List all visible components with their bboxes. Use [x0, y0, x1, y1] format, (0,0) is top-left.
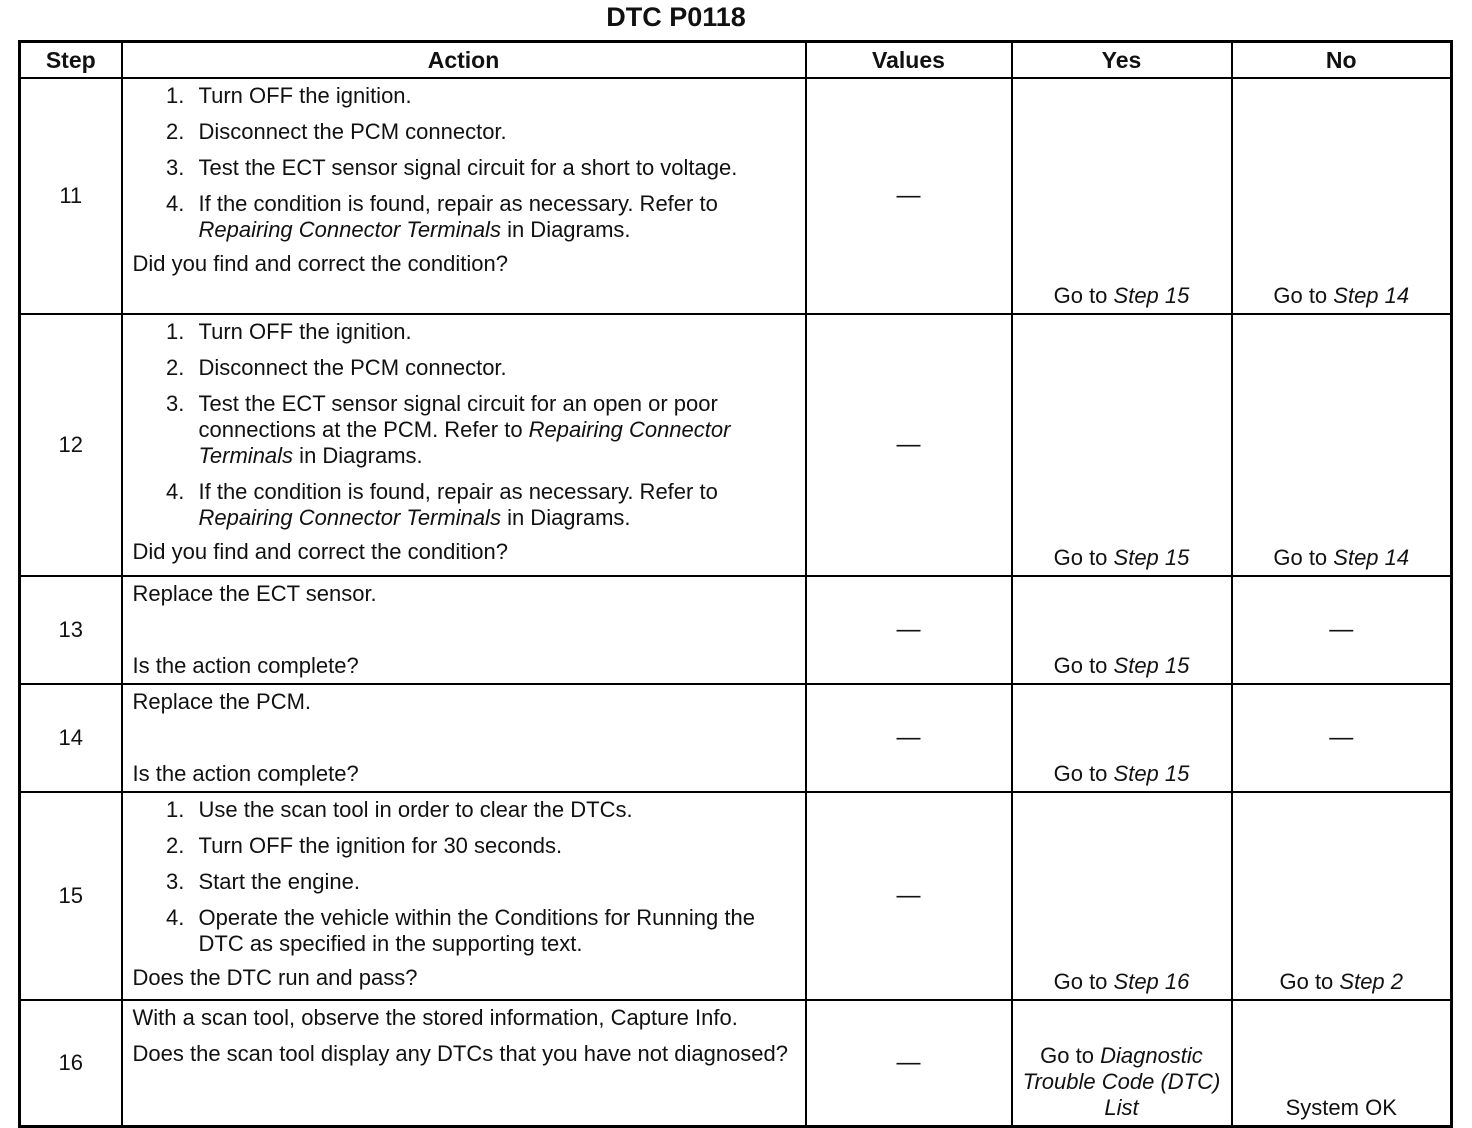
action-cell: [122, 792, 806, 1000]
step-number: 14: [20, 684, 122, 792]
no-cell: —: [1232, 684, 1452, 792]
yes-cell: Go to Step 16: [1012, 792, 1232, 1000]
values-cell: —: [806, 792, 1012, 1000]
action-text: Replace the PCM.: [132, 689, 312, 714]
step-number: 16: [20, 1000, 122, 1126]
list-item: 2. Turn OFF the ignition for 30 seconds.: [191, 833, 795, 859]
action-cell: [122, 314, 806, 576]
list-item: 3. Start the engine.: [191, 869, 795, 895]
header-no: No: [1232, 42, 1452, 79]
no-step-ref: Step 14: [1333, 283, 1410, 308]
yes-cell: Go to Step 15: [1012, 314, 1232, 576]
no-cell: —: [1232, 576, 1452, 684]
yes-cell: Go to Step 15: [1012, 684, 1232, 792]
list-item: 4. If the condition is found, repair as necessary. Refer to Repairing Connector Terminals in Diagrams.: [191, 191, 795, 243]
step-number: 15: [20, 792, 122, 1000]
action-cell: [122, 576, 806, 684]
header-step: Step: [20, 42, 122, 79]
action-text: With a scan tool, observe the stored information, Capture Info.: [132, 1005, 738, 1030]
no-step-ref: Step 14: [1333, 545, 1410, 570]
action-list: [133, 797, 795, 957]
values-cell: —: [806, 684, 1012, 792]
yes-step-ref: Step 15: [1113, 545, 1190, 570]
no-step-ref: Step 2: [1339, 969, 1404, 994]
page-title: DTC P0118: [606, 2, 746, 32]
header-values: Values: [806, 42, 1012, 79]
no-cell: Go to Step 14: [1232, 314, 1452, 576]
question-text: Is the action complete?: [132, 653, 359, 678]
list-item: 2. Disconnect the PCM connector.: [191, 355, 795, 381]
action-text: Replace the ECT sensor.: [132, 581, 377, 606]
list-item: 3. Test the ECT sensor signal circuit for an open or poor connections at the PCM. Refer to Repairing Connector Terminals in Diagrams.: [191, 391, 795, 469]
step-number: 11: [20, 78, 122, 314]
reference-title: Repairing Connector Terminals: [198, 505, 501, 530]
reference-title: Repairing Connector Terminals: [198, 217, 501, 242]
table-row: [20, 684, 1452, 792]
yes-cell: Go to Diagnostic Trouble Code (DTC) List: [1012, 1000, 1232, 1126]
yes-cell: Go to Step 15: [1012, 78, 1232, 314]
list-item: 4. If the condition is found, repair as necessary. Refer to Repairing Connector Terminals in Diagrams.: [191, 479, 795, 531]
yes-step-ref: Step 15: [1113, 653, 1190, 678]
action-list: [133, 83, 795, 243]
no-cell: System OK: [1232, 1000, 1452, 1126]
question-text: Does the scan tool display any DTCs that you have not diagnosed?: [132, 1041, 789, 1066]
question-text: Does the DTC run and pass?: [132, 965, 418, 990]
no-cell: Go to Step 2: [1232, 792, 1452, 1000]
table-row: [20, 1000, 1452, 1126]
values-cell: —: [806, 314, 1012, 576]
table-row: [20, 78, 1452, 314]
step-number: 12: [20, 314, 122, 576]
header-yes: Yes: [1012, 42, 1232, 79]
action-cell: [122, 1000, 806, 1126]
diagnostic-table: [18, 40, 1453, 1128]
step-number: 13: [20, 576, 122, 684]
reference-title: Repairing Connector Terminals: [198, 417, 731, 468]
table-row: [20, 576, 1452, 684]
yes-cell: Go to Step 15: [1012, 576, 1232, 684]
yes-step-ref: Diagnostic Trouble Code (DTC) List: [1022, 1042, 1221, 1120]
question-text: Did you find and correct the condition?: [132, 251, 508, 276]
values-cell: —: [806, 78, 1012, 314]
action-list: [133, 319, 795, 531]
action-cell: [122, 684, 806, 792]
list-item: 1. Turn OFF the ignition.: [191, 319, 795, 345]
list-item: 4. Operate the vehicle within the Conditions for Running the DTC as specified in the supporting text.: [191, 905, 795, 957]
action-cell: [122, 78, 806, 314]
no-cell: Go to Step 14: [1232, 78, 1452, 314]
yes-step-ref: Step 16: [1113, 969, 1190, 994]
header-action: Action: [122, 42, 806, 79]
question-text: Did you find and correct the condition?: [132, 539, 508, 564]
values-cell: —: [806, 576, 1012, 684]
table-row: [20, 314, 1452, 576]
yes-step-ref: Step 15: [1113, 761, 1190, 786]
table-row: [20, 792, 1452, 1000]
question-text: Is the action complete?: [132, 761, 359, 786]
list-item: 3. Test the ECT sensor signal circuit for a short to voltage.: [191, 155, 795, 181]
yes-step-ref: Step 15: [1113, 283, 1190, 308]
values-cell: —: [806, 1000, 1012, 1126]
list-item: 1. Use the scan tool in order to clear the DTCs.: [191, 797, 795, 823]
header-row: [20, 42, 1452, 79]
list-item: 2. Disconnect the PCM connector.: [191, 119, 795, 145]
list-item: 1. Turn OFF the ignition.: [191, 83, 795, 109]
